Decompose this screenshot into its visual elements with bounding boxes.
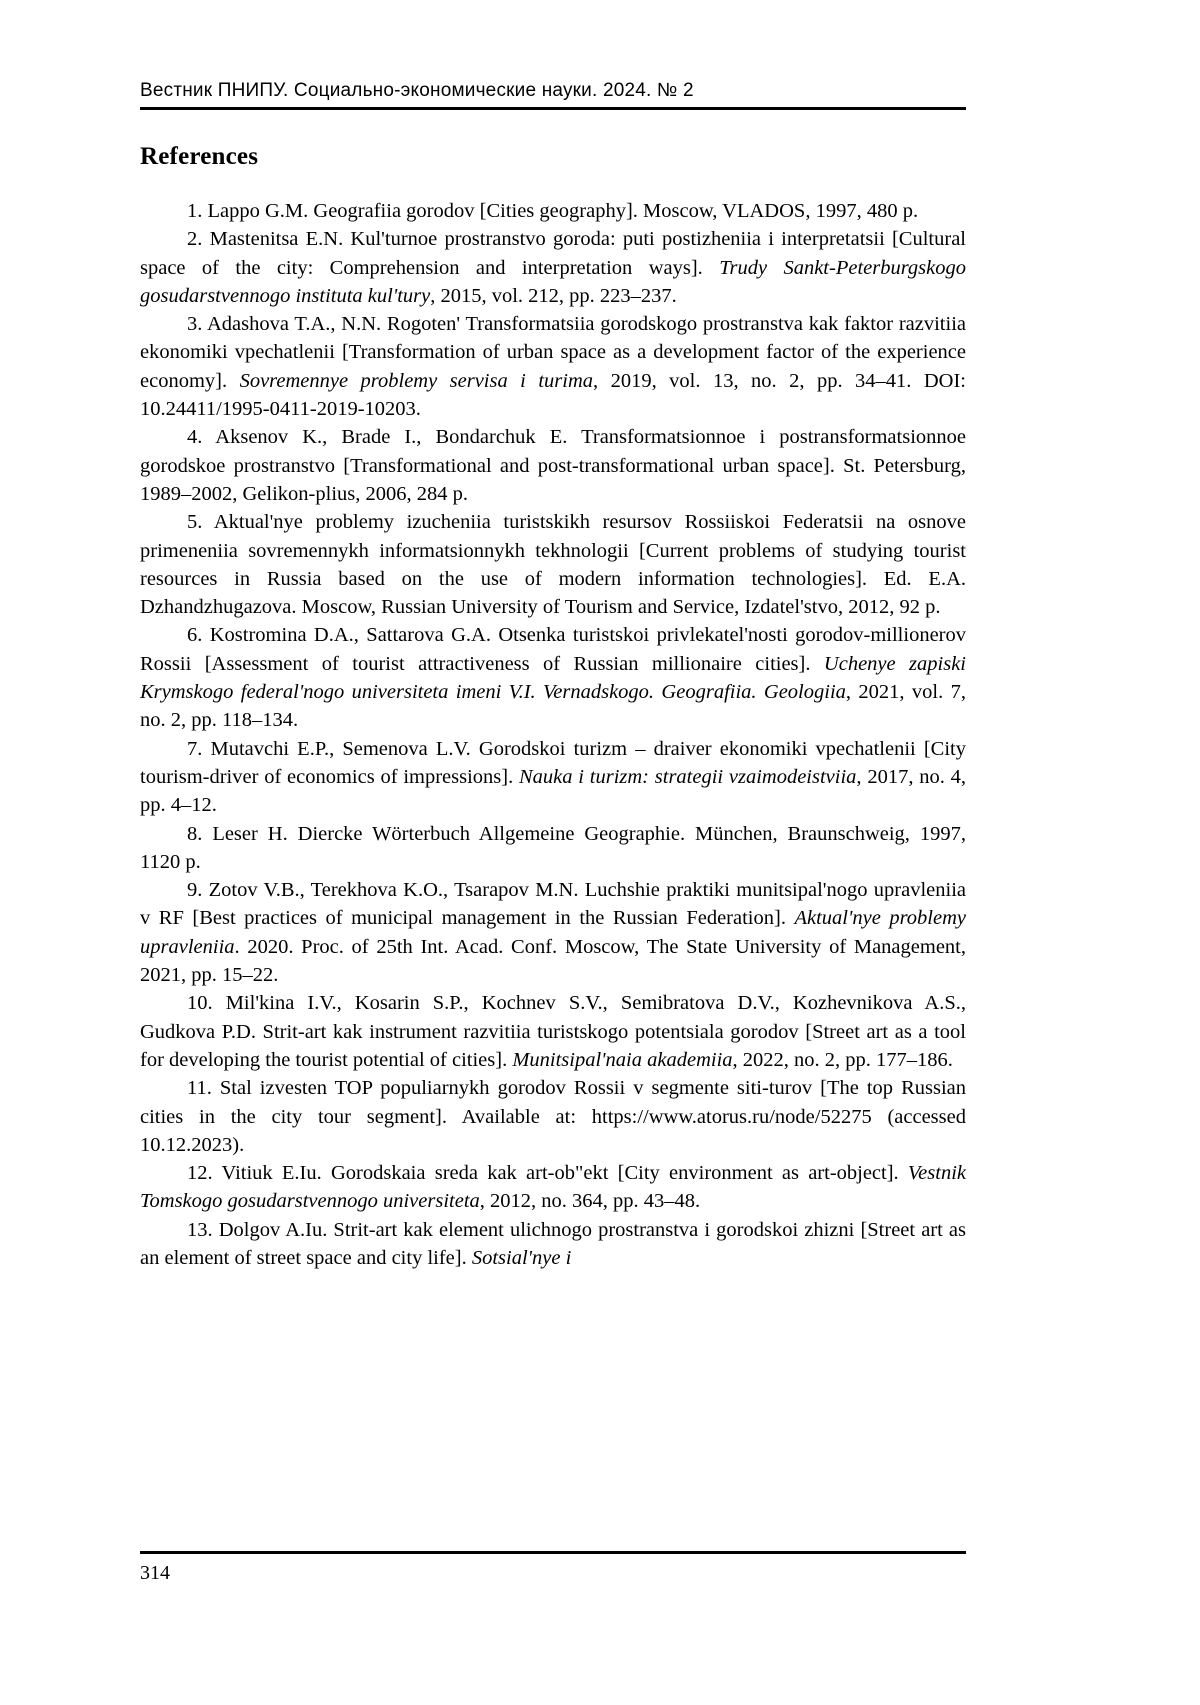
- reference-source-italic: Aktual'nye problemy upravleniia: [140, 907, 966, 958]
- reference-source-italic: Sovremennye problemy servisa i turima: [239, 369, 594, 392]
- reference-item: [140, 197, 966, 225]
- reference-item: [140, 310, 966, 423]
- reference-text: . 2020. Proc. of 25th Int. Acad. Conf. Moscow, The State University of Management, 2021, pp. 15–22.: [140, 935, 966, 987]
- reference-text: 9. Zotov V.B., Terekhova K.O., Tsarapov M.N. Luchshie praktiki munitsipal'nogo upravleniia v RF [Best practices of municipal management in the Russian Federation].: [140, 879, 966, 930]
- reference-text: 11. Stal izvesten TOP populiarnykh gorodov Rossii v segmente siti-turov [The top Russian cities in the city tour segment]. Available at: https://www.atorus.ru/node/52275 (accessed 10.12.2023).: [140, 1077, 966, 1156]
- footer-rule: [140, 1551, 966, 1554]
- reference-text: 5. Aktual'nye problemy izucheniia turistskikh resursov Rossiiskoi Federatsii na osnove primeneniia sovremennykh informatsionnykh tekhnologii [Current problems of studying tourist resources in Russia based on the use of modern information technologies]. Ed. E.A. Dzhandzhugazova. Moscow, Russian University of Tourism and Service, Izdatel'stvo, 2012, 92 p.: [140, 511, 966, 619]
- reference-source-italic: Uchenye zapiski Krymskogo federal'nogo universiteta imeni V.I. Vernadskogo. Geografiia. Geologiia: [140, 652, 966, 704]
- page-content: [140, 143, 966, 1272]
- reference-text: 13. Dolgov A.Iu. Strit-art kak element ulichnogo prostranstva i gorodskoi zhizni [Street art as an element of street space and city life].: [140, 1218, 966, 1269]
- reference-text: 7. Mutavchi E.P., Semenova L.V. Gorodskoi turizm – draiver ekonomiki vpechatlenii [City tourism-driver of economics of impressions].: [140, 737, 966, 788]
- reference-source-italic: Trudy Sankt-Peterburgskogo gosudarstvennogo instituta kul'tury: [140, 256, 967, 307]
- reference-item: [140, 735, 966, 820]
- reference-text: , 2021, vol. 7, no. 2, pp. 118–134.: [140, 681, 966, 732]
- reference-item: [140, 508, 966, 621]
- reference-text: , 2019, vol. 13, no. 2, pp. 34–41. DOI: 10.24411/1995-0411-2019-10203.: [140, 369, 966, 421]
- reference-source-italic: Sotsial'nye i: [471, 1246, 572, 1269]
- reference-source-italic: Nauka i turizm: strategii vzaimodeistviia: [519, 765, 857, 788]
- journal-running-head: Вестник ПНИПУ. Социально-экономические науки. 2024. № 2: [140, 80, 694, 101]
- reference-text: 1. Lappo G.M. Geografiia gorodov [Cities geography]. Moscow, VLADOS, 1997, 480 p.: [187, 200, 919, 222]
- reference-item: [140, 423, 966, 508]
- reference-item: [140, 1216, 966, 1273]
- reference-text: 3. Adashova T.A., N.N. Rogoten' Transformatsiia gorodskogo prostranstva kak faktor razvitiia ekonomiki vpechatlenii [Transformation of urban space as a development factor of the experience economy].: [140, 313, 966, 392]
- reference-text: 8. Leser H. Diercke Wörterbuch Allgemeine Geographie. München, Braunschweig, 1997, 1120 p.: [140, 822, 966, 873]
- reference-text: 6. Kostromina D.A., Sattarova G.A. Otsenka turistskoi privlekatel'nosti gorodov-millionerov Rossii [Assessment of tourist attractiveness of Russian millionaire cities].: [140, 624, 966, 675]
- reference-text: , 2017, no. 4, pp. 4–12.: [140, 765, 966, 817]
- reference-item: [140, 989, 966, 1074]
- reference-text: 12. Vitiuk E.Iu. Gorodskaia sreda kak art-ob"ekt [City environment as art-object].: [187, 1162, 908, 1185]
- reference-text: , 2012, no. 364, pp. 43–48.: [479, 1190, 701, 1213]
- reference-text: 4. Aksenov K., Brade I., Bondarchuk E. Transformatsionnoe i postransformatsionnoe gorodskoe prostranstvo [Transformational and post-transformational urban space]. St. Petersburg, 1989–2002, Gelikon-plius, 2006, 284 p.: [140, 426, 966, 505]
- reference-text: 10. Mil'kina I.V., Kosarin S.P., Kochnev S.V., Semibratova D.V., Kozhevnikova A.S., Gudkova P.D. Strit-art kak instrument razvitiia turistskogo potentsiala gorodov [Street art as a tool for developing the tourist potential of cities].: [140, 992, 966, 1071]
- reference-item: [140, 621, 966, 734]
- reference-text: 2. Mastenitsa E.N. Kul'turnoe prostranstvo goroda: puti postizheniia i interpretatsii [Cultural space of the city: Comprehension and interpretation ways].: [140, 228, 966, 279]
- reference-item: [140, 1159, 966, 1216]
- reference-item: [140, 876, 966, 989]
- reference-source-italic: Vestnik Tomskogo gosudarstvennogo universiteta: [140, 1162, 966, 1213]
- section-title: References: [140, 143, 259, 170]
- header-rule: [140, 107, 966, 110]
- reference-item: [140, 225, 966, 310]
- reference-text: , 2015, vol. 212, pp. 223–237.: [430, 284, 677, 307]
- reference-source-italic: Munitsipal'naia akademiia: [512, 1048, 733, 1071]
- reference-item: [140, 820, 966, 877]
- references-list: [140, 197, 966, 1272]
- reference-text: , 2022, no. 2, pp. 177–186.: [732, 1048, 953, 1071]
- page-number: 314: [140, 1562, 170, 1584]
- reference-item: [140, 1074, 966, 1159]
